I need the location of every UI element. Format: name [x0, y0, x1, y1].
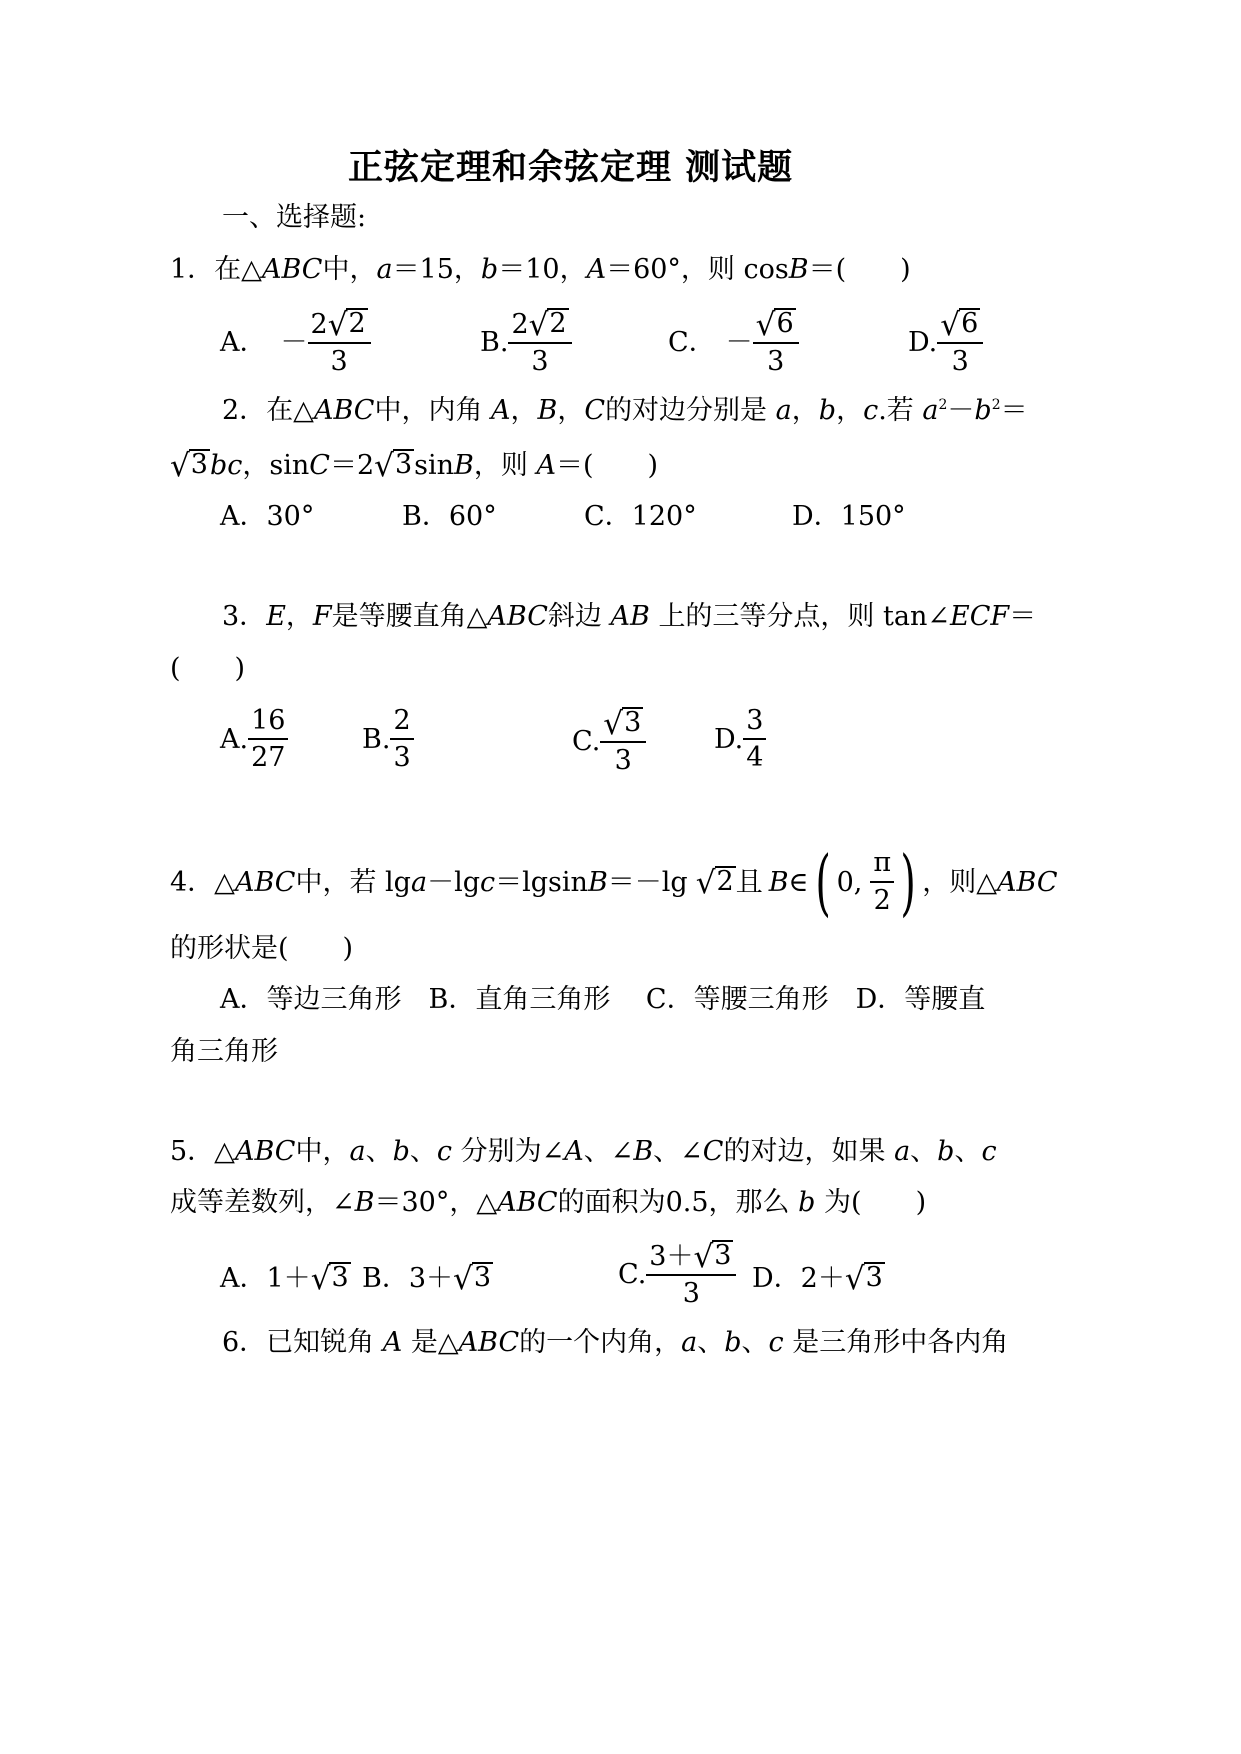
question-3-option-b: B. $\frac{2}{3}$	[362, 707, 414, 773]
question-5-option-b: B．3＋ √ 3	[362, 1261, 492, 1297]
question-3-stem: 3．E，F是等腰直角△ABC斜边 AB 上的三等分点，则 tan∠ECF＝	[222, 601, 1037, 632]
question-5-option-d: D．2＋ √ 3	[752, 1261, 883, 1297]
question-2-option-b: B．60°	[402, 501, 497, 532]
question-6-stem: 6．已知锐角 A 是△ABC的一个内角，a、b、c 是三角形中各内角	[222, 1327, 1009, 1358]
question-2-option-a: A．30°	[220, 501, 315, 532]
question-2-option-c: C．120°	[584, 501, 697, 532]
question-4-stem-line2: 的形状是( )	[170, 933, 354, 964]
question-2-option-d: D．150°	[792, 501, 906, 532]
question-5-stem-line2: 成等差数列，∠B＝30°，△ABC的面积为0.5，那么 b 为( )	[170, 1187, 927, 1218]
question-2-stem-line1: 2．在△ABC中，内角 A，B，C的对边分别是 a，b，c.若 $a^2-b^2=$	[222, 395, 1028, 426]
question-1-stem: 1．在△ABC中，a＝15，b＝10，A＝60°，则 cosB＝( )	[170, 254, 911, 285]
question-4-options-cont: 角三角形	[170, 1036, 278, 1067]
question-1-option-c: C． － √ 6 3	[668, 308, 799, 377]
question-5-option-a: A．1＋ √ 3	[220, 1261, 349, 1297]
question-5-stem-line1: 5．△ABC中，a、b、c 分别为∠A、∠B、∠C的对边，如果 a、b、c	[170, 1136, 997, 1167]
section-heading: 一、选择题:	[222, 202, 367, 233]
question-5-option-c: C. 3＋ √ 3 3	[618, 1240, 736, 1309]
question-1-option-a: A． － 2 √ 2 3	[220, 308, 371, 377]
left-paren-icon: (	[814, 840, 831, 924]
question-1-option-b: B. 2 √ 2 3	[480, 308, 572, 377]
question-3-option-d: D. $\frac{3}{4}$	[714, 707, 766, 773]
question-4-options: A．等边三角形 B．直角三角形 C．等腰三角形 D．等腰直	[220, 984, 986, 1015]
question-3-option-a: A. $\frac{16}{27}$	[220, 707, 288, 773]
question-3-answer-paren: ( )	[170, 653, 246, 684]
question-4-stem-line1: 4．△ ABC 中，若 lg a －lg c ＝lgsin B ＝－lg √ 2 且 B ∈ ( 0, $\frac{\pi}{2}$ ) ，则△ ABC	[170, 840, 1058, 924]
question-1-option-d: D. √ 6 3	[908, 308, 983, 377]
page-title: 正弦定理和余弦定理 测试题	[348, 147, 794, 188]
question-3-option-c: C. √ 3 3	[572, 707, 646, 776]
right-paren-icon: )	[900, 840, 916, 924]
question-2-stem-line2: √ 3 bc，sinC＝2 √ 3 sinB，则 A＝( )	[170, 448, 659, 484]
